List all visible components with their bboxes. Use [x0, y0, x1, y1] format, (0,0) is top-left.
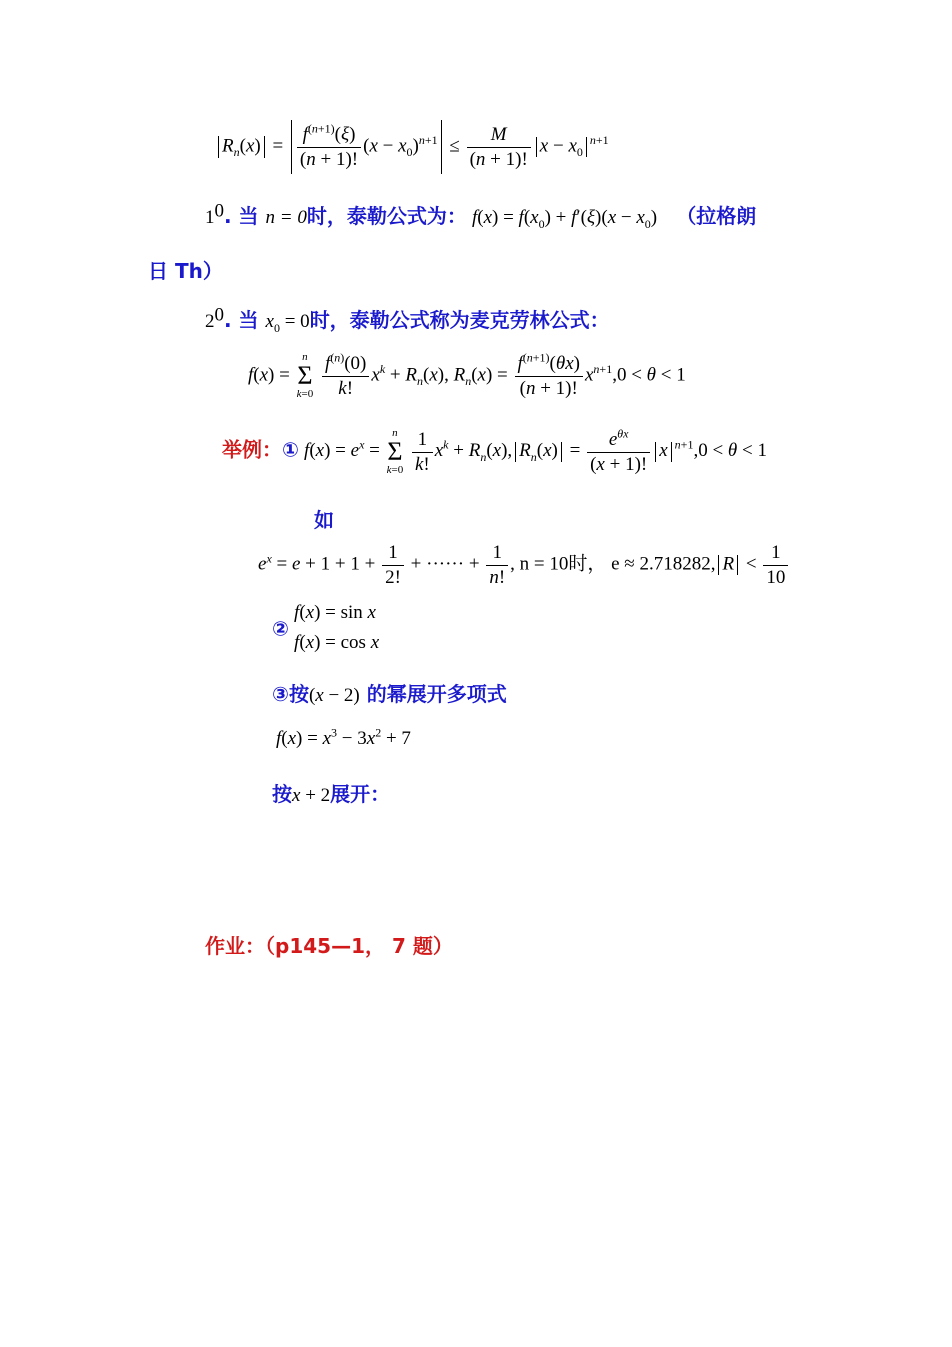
case-x0-line: $2^0$. 当 $x_0 = 0$时，泰勒公式称为麦克劳林公式： [205, 304, 610, 335]
expand-x-plus-2: 按x + 2展开： [272, 782, 391, 806]
maclaurin-formula: f(x) = n Σ k=0 $\frac{f^{(n)}(0)}{k!}$ $x^k + R_n(x)$, $R_n(x)$ = $\frac{f^{(n+1)}(\theta x)}{(n + 1)!}$ $x^{n+1},0 < \theta < 1$ [248, 350, 686, 400]
ru-label: 如 [314, 508, 334, 532]
lagrange-formula: $f(x) = f(x_0) + f'(\xi)(x - x_0)$ [471, 207, 658, 231]
homework-line: 作业：（p145—1， 7 题） [205, 934, 453, 958]
polynomial: $f(x) = x^3 - 3x^2 + 7$ [276, 725, 411, 749]
remainder-bound-formula: $R_n(x)$ = $\frac{f^{(n+1)}(\xi)}{(n + 1)!}$ $(x - x_0)^{n+1}$ ≤ $\frac{M}{(n + 1)!}$ $x - x_0^{n+1}$ [215, 120, 609, 174]
ex-expansion: $e^x = e + 1 + 1$ + $\frac{1}{2!}$ + ······ + $\frac{1}{n!}$ , n = 10时， e ≈ 2.718282, R < $\frac{1}{10}$ [258, 542, 790, 589]
example-1-line: 举例：① $f(x) = e^x = n$ Σ k=0 $\frac{1}{k!}$ $x^k + R_n(x)$, $R_n(x)$ = $\frac{e^{\theta x}}{(x + 1)!}$ x $^{n+1}$,0 < θ < 1 [222, 426, 767, 476]
example-3-heading: ③按(x − 2) 的幂展开多项式 [272, 682, 507, 706]
case-n0-line: $1^0$. 当 n = 0时，泰勒公式为： $f(x) = f(x_0) + f'(\xi)(x - x_0)$ （拉格朗 [205, 200, 757, 231]
example-2: ② f(x) = sin x f(x) = cos x [272, 602, 380, 654]
case-n0-line-cont: 日 Th） [148, 259, 223, 283]
